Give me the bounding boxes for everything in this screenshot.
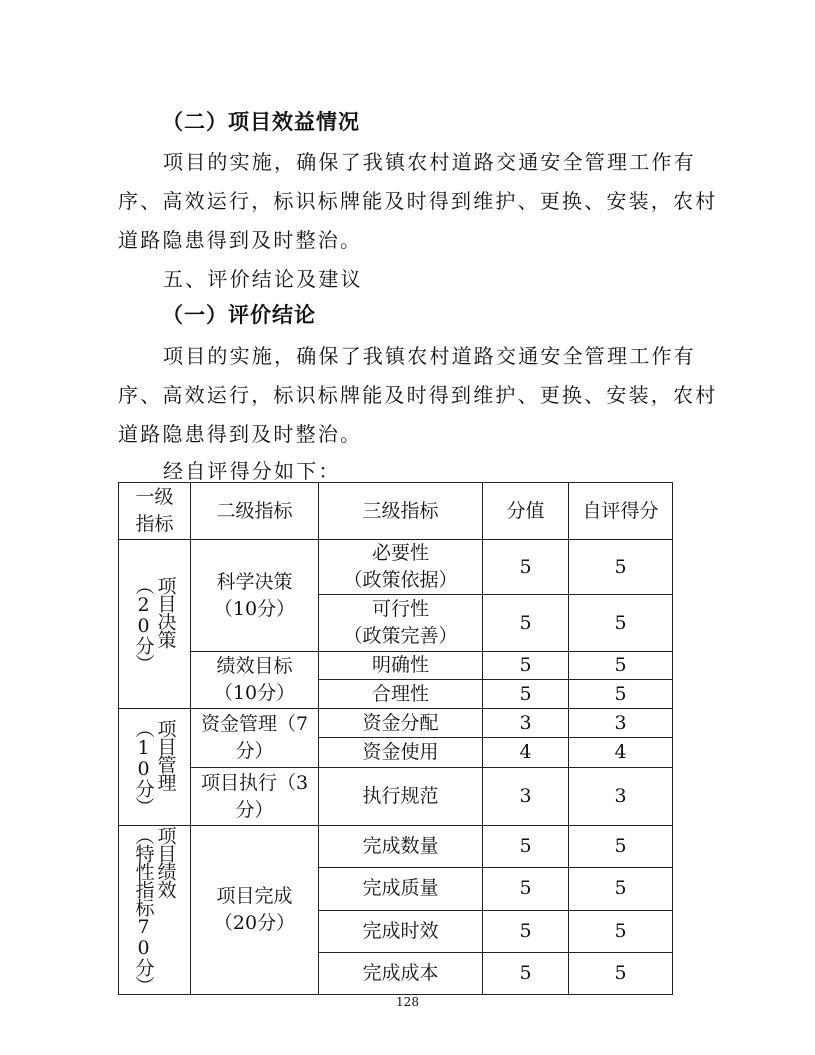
header-level1: [119, 483, 191, 540]
header-cell-line: 指标: [135, 513, 174, 535]
group-label: 项目管理: [154, 719, 177, 791]
value-cell: 5: [483, 868, 569, 910]
level3-cell: 合理性: [319, 680, 483, 709]
self-score-cell: 5: [569, 652, 673, 680]
level3-cell: 完成成本: [319, 952, 483, 994]
cell-line: （20分）: [213, 912, 296, 934]
group-project-management: [119, 709, 191, 826]
cell-line: （10分）: [213, 597, 296, 620]
cell-line: （政策依据）: [343, 569, 458, 591]
value-cell: 5: [483, 952, 569, 994]
self-score-cell: 3: [569, 709, 673, 738]
level3-cell: [319, 540, 483, 595]
level3-cell: 完成质量: [319, 868, 483, 910]
level3-cell: 明确性: [319, 652, 483, 680]
level3-cell: 完成数量: [319, 826, 483, 868]
header-self-score: 自评得分: [569, 483, 673, 540]
header-level3: 三级指标: [319, 483, 483, 540]
level2-performance-target: [191, 652, 319, 709]
level3-cell: 资金使用: [319, 738, 483, 768]
self-score-cell: 3: [569, 768, 673, 826]
table-row: [119, 540, 673, 595]
cell-line: 分）: [235, 740, 274, 762]
self-score-cell: 5: [569, 826, 673, 868]
level3-cell: [319, 595, 483, 652]
header-level2: 二级指标: [191, 483, 319, 540]
value-cell: 5: [483, 826, 569, 868]
level3-cell: 执行规范: [319, 768, 483, 826]
table-header-row: [119, 483, 673, 540]
group-label: 项目绩效: [154, 826, 177, 898]
group-label: 项目决策: [154, 576, 177, 648]
group-project-decision: [119, 540, 191, 709]
self-evaluation-table: [118, 482, 673, 995]
value-cell: 3: [483, 768, 569, 826]
level2-project-execution: [191, 768, 319, 826]
level2-scientific-decision: [191, 540, 319, 652]
table-intro: 经自评得分如下：: [163, 459, 341, 483]
cell-line: （10分）: [213, 682, 296, 704]
group-score-note: （特性指标70分）: [132, 826, 155, 994]
cell-line: 必要性: [371, 542, 429, 564]
self-score-cell: 5: [569, 910, 673, 952]
header-cell-line: 一级: [135, 486, 174, 508]
self-score-cell: 4: [569, 738, 673, 768]
paragraph-line: 道路隐患得到及时整治。: [118, 422, 363, 446]
cell-line: 资金管理（7: [200, 713, 309, 735]
heading-project-benefit: （二）项目效益情况: [162, 109, 360, 134]
group-project-performance: [119, 826, 191, 995]
heading-evaluation: 五、评价结论及建议: [163, 267, 363, 291]
table-row: [119, 768, 673, 826]
level2-project-completion: [191, 826, 319, 995]
cell-line: 科学决策: [216, 570, 293, 593]
level3-cell: 资金分配: [319, 709, 483, 738]
self-score-cell: 5: [569, 540, 673, 595]
paragraph-line: 道路隐患得到及时整治。: [118, 228, 363, 252]
self-score-cell: 5: [569, 952, 673, 994]
value-cell: 5: [483, 652, 569, 680]
value-cell: 5: [483, 595, 569, 652]
cell-line: 绩效目标: [216, 655, 293, 677]
table-row: [119, 826, 673, 868]
cell-line: 项目完成: [216, 885, 293, 907]
level2-fund-management: [191, 709, 319, 768]
value-cell: 5: [483, 540, 569, 595]
level3-cell: 完成时效: [319, 910, 483, 952]
value-cell: 4: [483, 738, 569, 768]
header-value: 分值: [483, 483, 569, 540]
cell-line: （政策完善）: [343, 625, 458, 647]
self-score-cell: 5: [569, 680, 673, 709]
cell-line: 项目执行（3: [200, 771, 309, 794]
paragraph-line: 项目的实施，确保了我镇农村道路交通安全管理工作有: [163, 344, 696, 368]
cell-line: 分）: [235, 798, 274, 821]
value-cell: 5: [483, 910, 569, 952]
value-cell: 5: [483, 680, 569, 709]
heading-conclusion: （一）评价结论: [162, 302, 316, 327]
page-number: 128: [396, 995, 419, 1009]
self-score-cell: 5: [569, 595, 673, 652]
table-row: [119, 652, 673, 680]
self-score-cell: 5: [569, 868, 673, 910]
group-score-note: （10分）: [132, 719, 155, 815]
cell-line: 可行性: [371, 598, 429, 620]
table-row: [119, 709, 673, 738]
value-cell: 3: [483, 709, 569, 738]
paragraph-line: 序、高效运行，标识标牌能及时得到维护、更换、安装，农村: [118, 189, 718, 213]
group-score-note: （20分）: [132, 576, 155, 672]
paragraph-line: 序、高效运行，标识标牌能及时得到维护、更换、安装，农村: [118, 383, 718, 407]
paragraph-line: 项目的实施，确保了我镇农村道路交通安全管理工作有: [163, 150, 696, 174]
